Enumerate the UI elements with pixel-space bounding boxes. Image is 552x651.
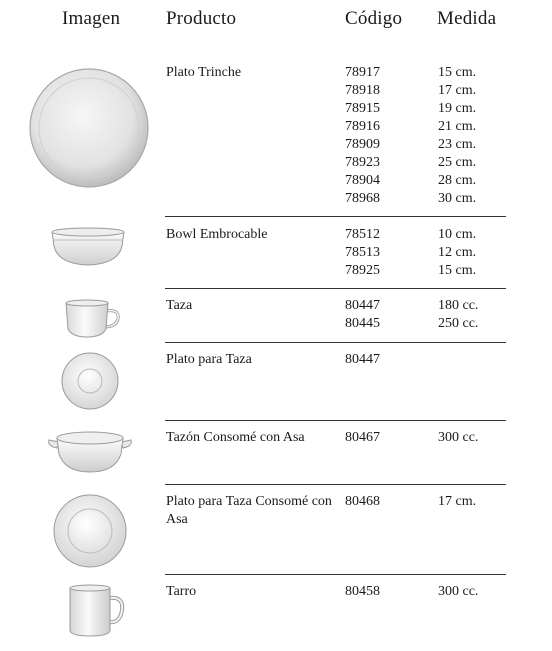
code-list	[345, 429, 380, 447]
code-list	[345, 493, 380, 511]
product-name: Tarro	[166, 584, 197, 599]
code-value: 78968	[345, 191, 380, 206]
code-value: 80445	[345, 316, 380, 331]
product-name: Bowl Embrocable	[166, 227, 268, 242]
code-value: 78925	[345, 263, 380, 278]
product-name: Tazón Consomé con Asa	[166, 430, 305, 445]
size-value: 17 cm.	[438, 83, 477, 98]
size-value: 15 cm.	[438, 263, 477, 278]
row-divider	[165, 288, 506, 289]
header-code: Código	[345, 8, 403, 29]
size-list	[438, 493, 476, 511]
header-image: Imagen	[62, 8, 121, 29]
size-value: 28 cm.	[438, 173, 477, 188]
product-name: Plato Trinche	[166, 65, 242, 80]
size-list	[438, 226, 476, 280]
size-value: 10 cm.	[438, 227, 477, 242]
size-list	[438, 297, 478, 333]
row-divider	[165, 420, 506, 421]
code-value: 80458	[345, 584, 380, 599]
row-divider	[165, 574, 506, 575]
code-value: 78918	[345, 83, 380, 98]
size-value: 23 cm.	[438, 137, 477, 152]
size-value: 12 cm.	[438, 245, 477, 260]
plate-icon	[28, 67, 150, 189]
code-value: 78513	[345, 245, 380, 260]
saucer-icon	[60, 351, 120, 411]
code-value: 78909	[345, 137, 380, 152]
size-value: 300 cc.	[438, 584, 479, 599]
size-value: 30 cm.	[438, 191, 477, 206]
size-list	[438, 429, 478, 447]
code-value: 80468	[345, 494, 380, 509]
code-value: 78904	[345, 173, 380, 188]
bowl-icon	[48, 226, 128, 268]
code-value: 78512	[345, 227, 380, 242]
consomme-saucer-icon	[52, 493, 128, 569]
size-value: 180 cc.	[438, 298, 479, 313]
code-list	[345, 351, 380, 369]
product-name: Plato para Taza Consomé con Asa	[166, 494, 332, 527]
size-value: 25 cm.	[438, 155, 477, 170]
mug-icon	[64, 582, 128, 638]
code-value: 80447	[345, 298, 380, 313]
consomme-bowl-icon	[45, 426, 135, 476]
header-size: Medida	[437, 8, 497, 29]
cup-icon	[62, 297, 122, 339]
code-list	[345, 297, 380, 333]
header-product: Producto	[166, 8, 237, 29]
size-value: 17 cm.	[438, 494, 477, 509]
code-value: 78917	[345, 65, 380, 80]
size-value: 300 cc.	[438, 430, 479, 445]
size-value: 19 cm.	[438, 101, 477, 116]
code-value: 80467	[345, 430, 380, 445]
code-list	[345, 64, 380, 208]
code-value: 78916	[345, 119, 380, 134]
size-value: 21 cm.	[438, 119, 477, 134]
code-value: 80447	[345, 352, 380, 367]
product-name: Plato para Taza	[166, 352, 252, 367]
row-divider	[165, 216, 506, 217]
code-value: 78915	[345, 101, 380, 116]
size-list	[438, 64, 476, 208]
row-divider	[165, 342, 506, 343]
code-list	[345, 583, 380, 601]
code-value: 78923	[345, 155, 380, 170]
size-list	[438, 583, 478, 601]
size-value: 250 cc.	[438, 316, 479, 331]
code-list	[345, 226, 380, 280]
size-value: 15 cm.	[438, 65, 477, 80]
product-name: Taza	[166, 298, 193, 313]
row-divider	[165, 484, 506, 485]
